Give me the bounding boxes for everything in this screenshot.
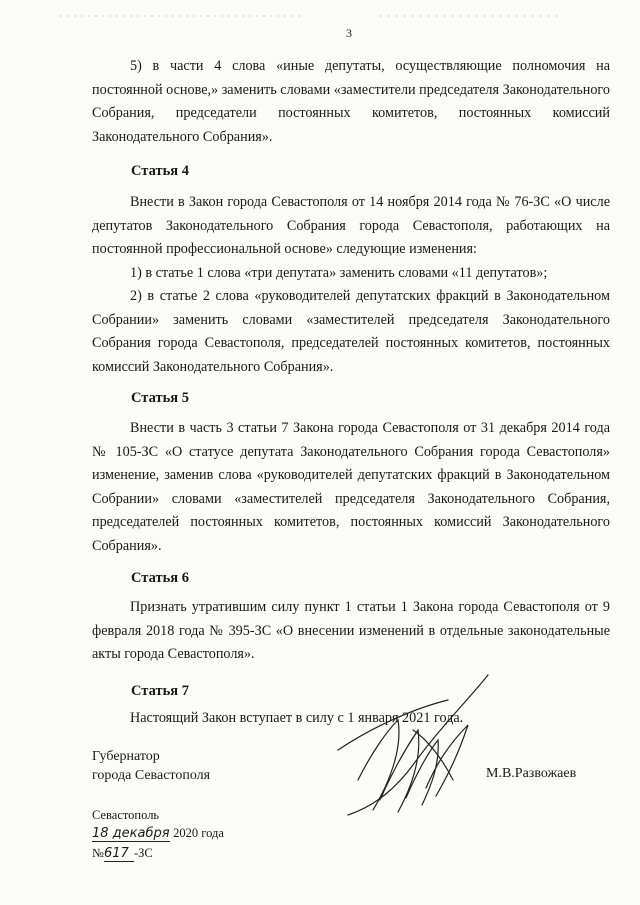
signing-date	[92, 826, 224, 842]
law-number	[92, 846, 153, 862]
article-4-body	[92, 191, 610, 379]
signing-place: Севастополь	[92, 808, 160, 822]
governor-title	[92, 747, 210, 785]
article-4-intro: Внести в Закон города Севастополя от 14 ноября 2014 года № 76-ЗС «О числе депутатов Законодательного Собрания города Севастополя, работающих на постоянной профессиональной основе» следующие изменения:	[92, 194, 610, 257]
governor-title-line-1: Губернатор	[92, 749, 160, 764]
governor-signature	[318, 670, 508, 820]
article-6-body	[92, 596, 610, 667]
article-6-text: Признать утратившим силу пункт 1 статьи 1 Закона города Севастополя от 9 февраля 2018 года № 395-ЗС «О внесении изменений в отдельные законодательные акты города Севастополя».	[92, 599, 610, 662]
handwritten-date: 18 декабря	[92, 826, 170, 841]
handwritten-number: 617	[104, 846, 134, 862]
page-number: 3	[346, 26, 352, 40]
article-5-heading: Статья 5	[131, 390, 189, 406]
item-5-paragraph	[92, 55, 610, 149]
article-7-text: Настоящий Закон вступает в силу с 1 января 2021 года.	[130, 710, 464, 726]
date-year: 2020 года	[173, 826, 224, 840]
article-4-item-2: 2) в статье 2 слова «руководителей депутатских фракций в Законодательном Собрании» заменить словами «заместителей председателя Законодательного Собрания города Севастополя, председателей постоянных комитетов, постоянных комиссий Законодательного Собрания».	[92, 288, 610, 375]
article-4-heading: Статья 4	[131, 163, 189, 179]
article-6-heading: Статья 6	[131, 570, 189, 586]
article-5-text: Внести в часть 3 статьи 7 Закона города Севастополя от 31 декабря 2014 года № 105-ЗС «О статусе депутата Законодательного Собрания города Севастополя» изменение, заменив слова «руководителей депутатских фракций в Законодательном Собрании» словами «заместителей председателя Законодательного Собрания, председателей постоянных комитетов, постоянных комиссий Законодательного Собрания».	[92, 420, 610, 554]
item-5-text: 5) в части 4 слова «иные депутаты, осуществляющие полномочия на постоянной основе,» заменить словами «заместители председателя Законодательного Собрания, председатели постоянных комитетов, постоянных комиссий Законодательного Собрания».	[92, 58, 610, 145]
number-suffix: -ЗС	[133, 846, 153, 860]
governor-title-line-2: города Севастополя	[92, 768, 211, 783]
number-prefix: №	[92, 846, 104, 860]
article-4-item-1: 1) в статье 1 слова «три депутата» заменить словами «11 депутатов»;	[130, 264, 548, 281]
governor-name: М.В.Развожаев	[486, 766, 577, 781]
article-7-heading: Статья 7	[131, 683, 189, 699]
scan-edge-marks	[0, 10, 640, 20]
article-5-body	[92, 417, 610, 558]
